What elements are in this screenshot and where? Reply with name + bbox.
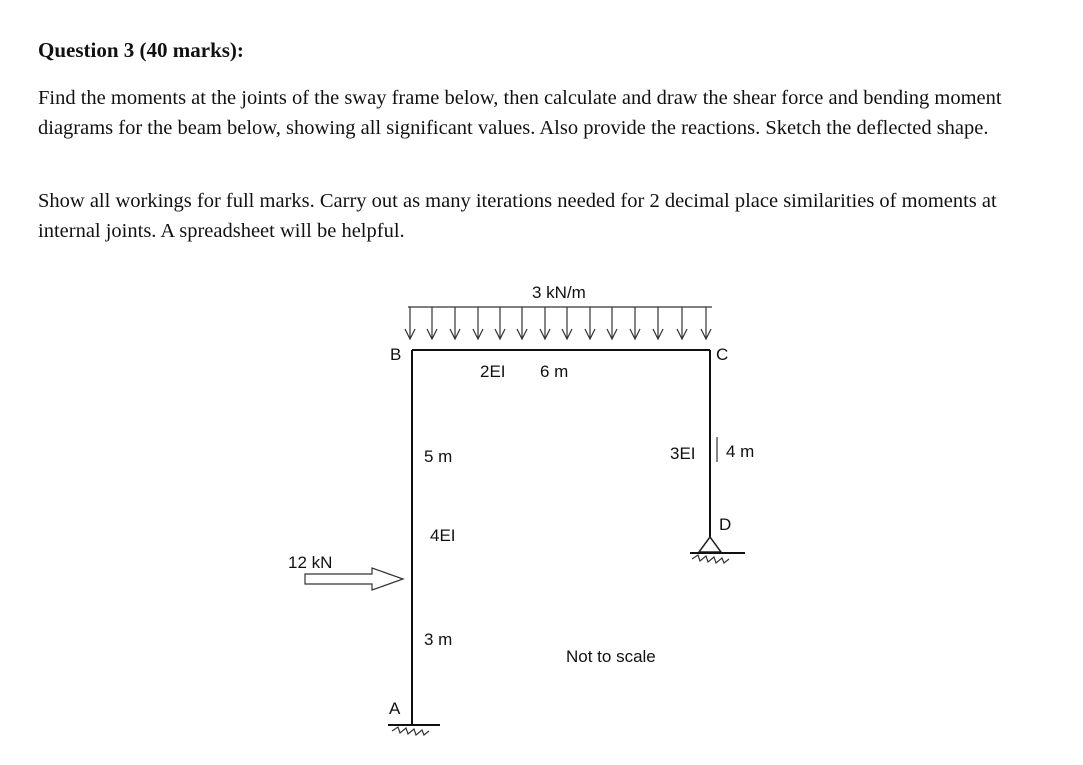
udl-arrow [630, 307, 640, 339]
udl-arrow [585, 307, 595, 339]
joint-c-label: C [716, 345, 729, 364]
question-title: Question 3 (40 marks): [38, 38, 244, 62]
question-instructions: Find the moments at the joints of the sway frame below, then calculate and draw the shear force and bending moment diagrams for the beam below, showing all significant values. Also provide the reactions. Sketch the deflected shape. [38, 87, 1002, 139]
udl-arrow [450, 307, 460, 339]
joint-a-label: A [389, 699, 401, 718]
udl-arrow [653, 307, 663, 339]
left-stiffness-label: 4EI [430, 526, 456, 545]
beam-length-label: 6 m [540, 362, 569, 381]
udl-arrow [427, 307, 437, 339]
beam-stiffness-label: 2EI [480, 362, 506, 381]
joint-d-label: D [719, 515, 732, 534]
udl-arrow [517, 307, 527, 339]
fixed-support-icon [388, 725, 440, 735]
udl-arrow [473, 307, 483, 339]
right-length-label: 4 m [726, 442, 755, 461]
udl-arrow [405, 307, 415, 339]
pin-support-icon [690, 537, 745, 563]
load-label: 12 kN [288, 553, 333, 572]
udl-arrow [495, 307, 505, 339]
udl-label: 3 kN/m [532, 283, 586, 302]
question-workings-note: Show all workings for full marks. Carry out as many iterations needed for 2 decimal place similarities of moments at internal joints. A spreadsheet will be helpful. [38, 190, 997, 242]
left-upper-length-label: 5 m [424, 447, 453, 466]
joint-b-label: B [390, 345, 402, 364]
left-lower-length-label: 3 m [424, 630, 453, 649]
udl-arrow [562, 307, 572, 339]
udl-arrow [701, 307, 711, 339]
udl-arrows [405, 307, 711, 339]
udl-arrow [540, 307, 550, 339]
udl-arrow [677, 307, 687, 339]
right-stiffness-label: 3EI [670, 444, 696, 463]
not-to-scale-note: Not to scale [566, 647, 656, 666]
udl-arrow [607, 307, 617, 339]
